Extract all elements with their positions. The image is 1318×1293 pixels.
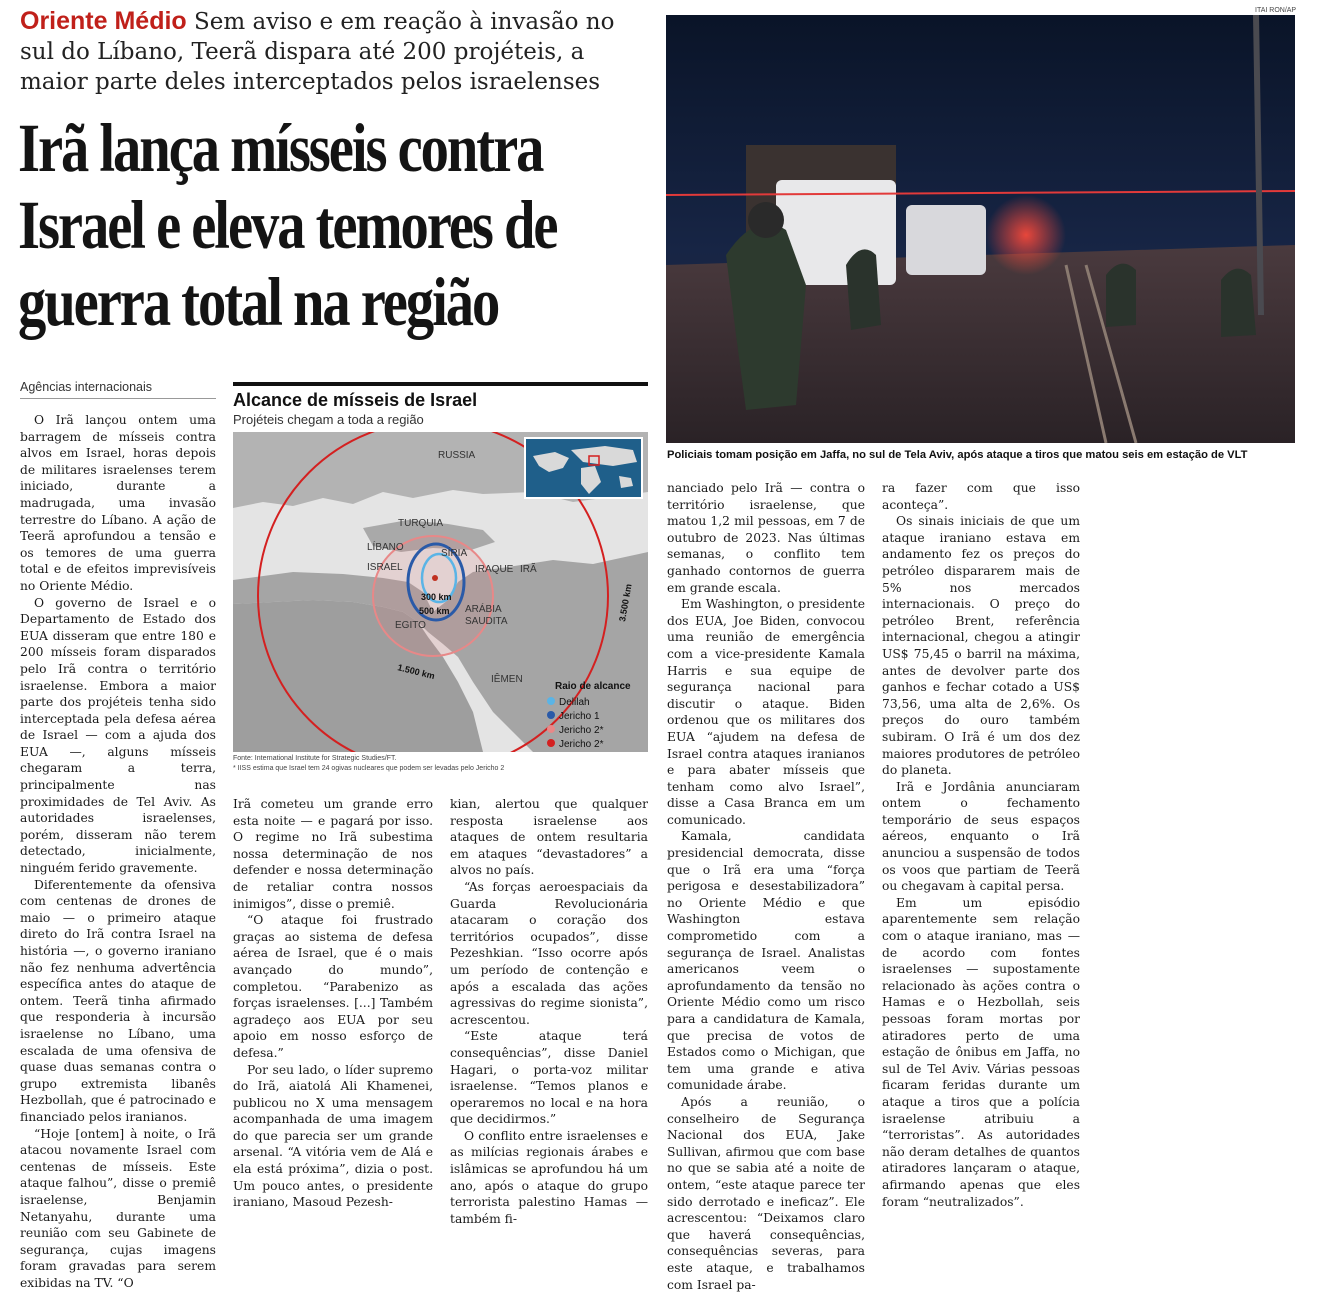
siren-glow <box>986 195 1066 275</box>
byline-divider <box>20 398 216 399</box>
news-photo <box>666 15 1295 443</box>
label-1500km: 1.500 km <box>396 662 436 682</box>
legend-label: Jericho 1 <box>559 711 600 722</box>
missile-range-graphic <box>233 382 648 782</box>
label-saudita: SAUDITA <box>465 616 508 627</box>
legend-label: Jericho 2* <box>559 739 604 750</box>
graphic-source <box>233 754 648 774</box>
label-libano: LÍBANO <box>367 542 404 553</box>
label-russia: RUSSIA <box>438 450 476 461</box>
photo-credit: ITAI RON/AP <box>1255 7 1297 14</box>
label-siria: SÍRIA <box>441 548 468 559</box>
legend-swatch <box>547 739 555 747</box>
article-paragraph: Kamala, candidata presidencial democrata, disse que o Irã era uma “força perigosa e desestabilizadora” no Oriente Médio e que Washington estava comprometido com a segurança de Israel. Analistas americanos veem o aprofundamento da tensão no Oriente Médio como um risco para a candidatura de Kamala, que precisa de votos de Estados como o Michigan, que tem uma grande e ativa comunidade árabe. <box>667 829 865 1093</box>
text-column-2 <box>233 796 433 1211</box>
article-paragraph: Por seu lado, o líder supremo do Irã, aiatolá Ali Khamenei, publicou no X uma mensagem acompanhada de uma imagem do que parecia ser um grande arsenal. “A vitória vem de Alá e ela está próxima”, dizia o post. Um pouco antes, o presidente iraniano, Masoud Pezesh- <box>233 1062 433 1210</box>
article-paragraph: Os sinais iniciais de que um ataque iraniano estava em andamento fez os preços do petróleo dispararem mais de 5% nos mercados internacionais. O preço do petróleo Brent, referência internacional, chegou a atingir US$ 75,45 o barril na máxima, antes de devolver parte dos ganhos e fechar cotado a US$ 73,56, uma alta de 2,6%. Os preços do ouro também subiram. O Irã é um dos dez maiores produtores de petróleo do planeta. <box>882 514 1080 778</box>
label-arabia: ARÁBIA <box>465 604 502 615</box>
article-paragraph: Irã cometeu um grande erro esta noite — e pagará por isso. O regime no Irã subestima nossa determinação de nos defender e nossa determinação de retaliar contra nossos inimigos”, disse o premiê. <box>233 797 433 911</box>
article-kicker <box>20 6 645 97</box>
article-paragraph: O governo de Israel e o Departamento de Estado dos EUA disseram que entre 180 e 200 mísseis foram disparados pelo Irã contra o território israelense. Embora a maior parte dos projéteis tenha sido interceptada pela defesa aérea de Israel — com a ajuda dos EUA —, alguns mísseis chegaram a terra, principalmente nas proximidades de Tel Aviv. As autoridades israelenses, porém, disseram não terem detectado, inicialmente, ninguém ferido gravemente. <box>20 595 216 876</box>
article-paragraph: ra fazer com que isso aconteça”. <box>882 481 1080 512</box>
photo-caption: Policiais tomam posição em Jaffa, no sul de Tela Aviv, após ataque a tiros que matou seis em estação de VLT <box>667 449 1248 461</box>
legend-swatch <box>547 725 555 733</box>
article-headline: Irã lança mísseis contra Israel e eleva temores de guerra total na região <box>18 110 557 340</box>
label-500km: 500 km <box>419 606 450 616</box>
legend-swatch <box>547 711 555 719</box>
kicker-text: Sem aviso e em reação à invasão no sul do Líbano, Teerã dispara até 200 projéteis, a maior parte deles interceptados pelos israelenses <box>20 9 615 95</box>
article-paragraph: “As forças aeroespaciais da Guarda Revolucionária atacaram o coração dos territórios ocupados”, disse Pezeshkian. “Isso ocorre após um período de contenção e após a escalada das ações agressivas do regime sionista”, acrescentou. <box>450 879 648 1027</box>
legend-swatch <box>547 697 555 705</box>
graphic-source-line: Fonte: International Institute for Strategic Studies/FT. <box>233 755 397 762</box>
article-paragraph: “Hoje [ontem] à noite, o Irã atacou novamente Israel com centenas de mísseis. Este ataque falhou”, disse o premiê israelense, Benjamin Netanyahu, durante uma reunião com seu Gabinete de segurança, cujas imagens foram gravadas para serem exibidas na TV. “O <box>20 1126 216 1290</box>
byline: Agências internacionais <box>20 380 153 394</box>
text-column-1 <box>20 412 216 1291</box>
article-paragraph: nanciado pelo Irã — contra o território israelense, que matou 1,2 mil pessoas, em 7 de outubro de 2023. Nas últimas semanas, o conflito tem ganhado contornos de guerra em grande escala. <box>667 481 865 595</box>
article-paragraph: Irã e Jordânia anunciaram ontem o fechamento temporário de seus espaços aéreos, enquanto o Irã anunciou a suspensão de todos os voos que partiam de Teerã ou chegavam à capital persa. <box>882 779 1080 894</box>
article-paragraph: Em um episódio aparentemente sem relação com o ataque iraniano, mas — de acordo com fontes israelenses — supostamente relacionado às ações contra o Hamas e o Hezbollah, seis pessoas foram mortas por atiradores perto de uma estação de ônibus em Jaffa, no sul de Tel Aviv. Várias pessoas ficaram feridas durante um ataque a tiros que a polícia israelense atribuiu a “terroristas”. As autoridades não deram detalhes de quantos atiradores lançaram o ataque, afirmando apenas que eles foram “neutralizados”. <box>882 895 1080 1209</box>
graphic-title: Alcance de mísseis de Israel <box>233 390 478 410</box>
label-ira: IRÃ <box>520 564 537 575</box>
article-paragraph: Em Washington, o presidente dos EUA, Joe Biden, convocou uma reunião de emergência com a vice-presidente Kamala Harris e sua equipe de segurança nacional para discutir o ataque. Biden ordenou que os militares dos EUA “ajudem na defesa de Israel contra ataques iranianos e para abater mísseis que tenham como alvo Israel”, disse a Casa Branca em um comunicado. <box>667 597 865 827</box>
missile-range-map <box>233 432 648 752</box>
text-column-3 <box>450 796 648 1227</box>
label-israel: ISRAEL <box>367 562 403 573</box>
text-column-5 <box>882 480 1080 1210</box>
officer-2 <box>846 249 881 330</box>
legend-label: Delilah <box>559 697 590 708</box>
officer-4 <box>1221 269 1256 337</box>
officer-3 <box>1106 264 1136 327</box>
graphic-footnote: * IISS estima que Israel tem 24 ogivas nucleares que podem ser levadas pelo Jericho 2 <box>233 765 505 772</box>
police-car <box>906 205 986 275</box>
article-paragraph: “Este ataque terá consequências”, disse Daniel Hagari, o porta-voz militar israelense. “Temos planos e operaremos no local e na hora que decidirmos.” <box>450 1029 648 1127</box>
label-iraque: IRAQUE <box>475 564 514 575</box>
label-turquia: TURQUIA <box>398 518 443 529</box>
text-column-4 <box>667 480 865 1293</box>
legend-title: Raio de alcance <box>555 681 631 692</box>
photo-scene <box>666 15 1295 443</box>
graphic-top-rule <box>233 382 648 386</box>
label-3500km: 3.500 km <box>617 583 634 623</box>
label-egito: EGITO <box>395 620 426 631</box>
officer-1-helmet <box>748 202 784 238</box>
graphic-subtitle: Projéteis chegam a toda a região <box>233 412 424 427</box>
section-label: Oriente Médio <box>20 7 187 35</box>
article-paragraph: Após a reunião, o conselheiro de Segurança Nacional dos EUA, Jake Sullivan, afirmou que com base no que se sabia até a noite de ontem, “este ataque parece ter sido derrotado e ineficaz”. Ele acrescentou: “Deixamos claro que haverá consequências, consequências severas, para este ataque, e trabalhamos com Israel pa- <box>667 1094 865 1292</box>
article-paragraph: “O ataque foi frustrado graças ao sistema de defesa aérea de Israel, que é o mais avançado do mundo”, completou. “Parabenizo as forças israelenses. [...] Também agradeço aos EUA por seu apoio em nosso esforço de defesa.” <box>233 913 433 1060</box>
article-paragraph: O Irã lançou ontem uma barragem de mísseis contra alvos em Israel, horas depois de militares israelenses terem iniciado, durante a madrugada, uma invasão terrestre do Líbano. A ação de Teerã aprofundou a tensão e os temores de uma guerra total e de efeitos imprevisíveis no Oriente Médio. <box>20 413 216 593</box>
article-paragraph: kian, alertou que qualquer resposta israelense aos ataques de ontem resultaria em ataques “devastadores” a alvos no país. <box>450 797 648 878</box>
israel-marker <box>432 575 438 581</box>
article-paragraph: O conflito entre israelenses e as milícias regionais árabes e islâmicas se aprofundou há um ano, após o ataque do grupo terrorista palestino Hamas — também fi- <box>450 1128 648 1226</box>
label-300km: 300 km <box>421 592 452 602</box>
article-paragraph: Diferentemente da ofensiva com centenas de drones de maio — o primeiro ataque direto do Irã contra Israel na história —, o governo iraniano não fez nenhuma advertência específica antes do ataque de ontem. Teerã tinha afirmado que responderia à incursão israelense no Líbano, uma escalada de uma ofensiva de quase duas semanas contra o grupo extremista libanês Hezbollah, que é patrocinado e financiado pelos iranianos. <box>20 877 216 1124</box>
label-iemen: IÊMEN <box>491 674 523 685</box>
legend-label: Jericho 2* <box>559 725 604 736</box>
